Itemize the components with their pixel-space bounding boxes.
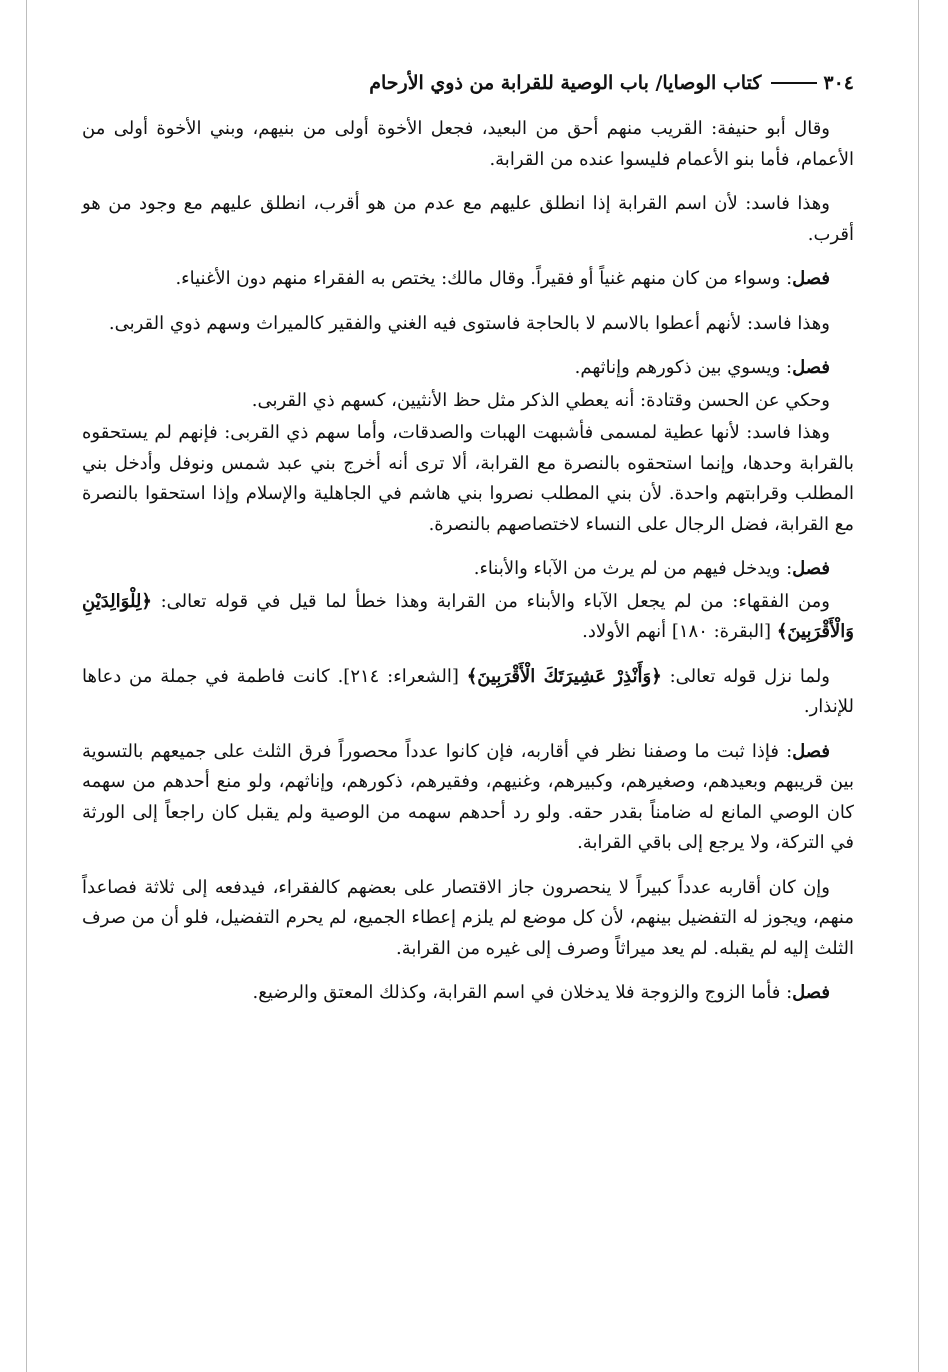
paragraph-text: وهذا فاسد: لأن اسم القرابة إذا انطلق عليهم مع عدم من هو أقرب، انطلق عليهم مع وجود من هو أقرب.	[82, 193, 854, 245]
paragraph-text: ولما نزل قوله تعالى:	[661, 665, 830, 687]
section-marker: فصل	[792, 558, 830, 579]
section-marker: فصل	[792, 357, 830, 378]
paragraph	[82, 264, 854, 295]
paragraph	[82, 873, 854, 965]
paragraph-text: وقال أبو حنيفة: القريب منهم أحق من البعيد، فجعل الأخوة أولى من بنيهم، وبني الأخوة أولى من الأعمام، فأما بنو الأعمام فليسوا عنده من القرابة.	[82, 118, 854, 170]
section-marker: فصل	[792, 268, 830, 289]
paragraph	[82, 353, 854, 384]
header-rule	[771, 82, 817, 84]
paragraph	[82, 554, 854, 585]
section-marker: فصل	[792, 982, 830, 1003]
paragraph-text: ومن الفقهاء: من لم يجعل الآباء والأبناء من القرابة وهذا خطأ لما قيل في قوله تعالى:	[151, 590, 830, 612]
paragraph-text: : ويسوي بين ذكورهم وإناثهم.	[574, 357, 793, 378]
page-body	[82, 114, 854, 1023]
paragraph	[82, 587, 854, 648]
page-header	[82, 66, 854, 100]
paragraph	[82, 662, 854, 723]
paragraph	[82, 978, 854, 1009]
paragraph	[82, 737, 854, 859]
running-title: كتاب الوصايا/ باب الوصية للقرابة من ذوي الأرحام	[369, 72, 762, 94]
paragraph-text: : فأما الزوج والزوجة فلا يدخلان في اسم القرابة، وكذلك المعتق والرضيع.	[252, 982, 793, 1003]
paragraph	[82, 418, 854, 540]
paragraph-text: وحكي عن الحسن وقتادة: أنه يعطي الذكر مثل حظ الأنثيين، كسهم ذي القربى.	[251, 389, 830, 411]
paragraph-text: وإن كان أقاربه عدداً كبيراً لا ينحصرون جاز الاقتصار على بعضهم كالفقراء، فيدفعه إلى ثلاثة فصاعداً منهم، ويجوز له التفضيل بينهم، لأن كل موضع لم يلزم إعطاء الجميع، لم يحرم التفضيل، فلو أن من صرف الثلث إليه لم يقبله. لم يعد ميراثاً وصرف إلى غيره من القرابة.	[82, 876, 854, 959]
paragraph-text: وهذا فاسد: لأنهم أعطوا بالاسم لا بالحاجة فاستوى فيه الغني والفقير كالميراث وسهم ذوي القربى.	[108, 312, 830, 334]
scan-edge-right	[918, 0, 919, 1372]
paragraph-text: [البقرة: ١٨٠] أنهم الأولاد.	[582, 621, 777, 642]
page-number: ٣٠٤	[823, 72, 854, 94]
paragraph	[82, 114, 854, 175]
paragraph	[82, 309, 854, 340]
paragraph-text: : فإذا ثبت ما وصفنا نظر في أقاربه، فإن كانوا عدداً محصوراً فرق الثلث على جميعهم بالتسوية بين قريبهم وبعيدهم، وصغيرهم، وكبيرهم، وغنيهم، وفقيرهم، ذكورهم، وإناثهم، ولو منع أحدهم من سهمه كان الوصي المانع له ضامناً بقدر حقه. ولو رد أحدهم سهمه من الوصية ولم يقبل كان راجعاً إلى الورثة في التركة، ولا يرجع إلى باقي القرابة.	[82, 740, 854, 853]
section-marker: فصل	[792, 740, 830, 762]
paragraph-text: : وسواء من كان منهم غنياً أو فقيراً. وقال مالك: يختص به الفقراء منهم دون الأغنياء.	[175, 268, 793, 289]
paragraph-text: : ويدخل فيهم من لم يرث من الآباء والأبناء.	[473, 558, 793, 579]
quran-quote: ﴿وَأَنْذِرْ عَشِيرَتَكَ الْأَقْرَبِينَ﴾	[466, 665, 662, 687]
quran-quote: ﴿لِلْوَالِدَيْنِ وَالْأَقْرَبِينَ﴾	[82, 590, 854, 642]
paragraph	[82, 189, 854, 250]
paragraph-text: [الشعراء: ٢١٤]. كانت فاطمة في جملة من دعاها للإنذار.	[82, 665, 854, 717]
paragraph	[82, 386, 854, 417]
scan-edge-left	[26, 0, 27, 1372]
paragraph-text: وهذا فاسد: لأنها عطية لمسمى فأشبهت الهبات والصدقات، وأما سهم ذي القربى: فإنهم لم يستحقوه بالقرابة وحدها، وإنما استحقوه بالنصرة مع القرابة، ألا ترى أنه أخرج بني عبد شمس ونوفل وأدخل بني المطلب وقرابتهم واحدة. لأن بني المطلب نصروا بني هاشم في الجاهلية والإسلام وإذا استحقوا بالنصرة مع القرابة، فضل الرجال على النساء لاختصاصهم بالنصرة.	[82, 422, 854, 535]
